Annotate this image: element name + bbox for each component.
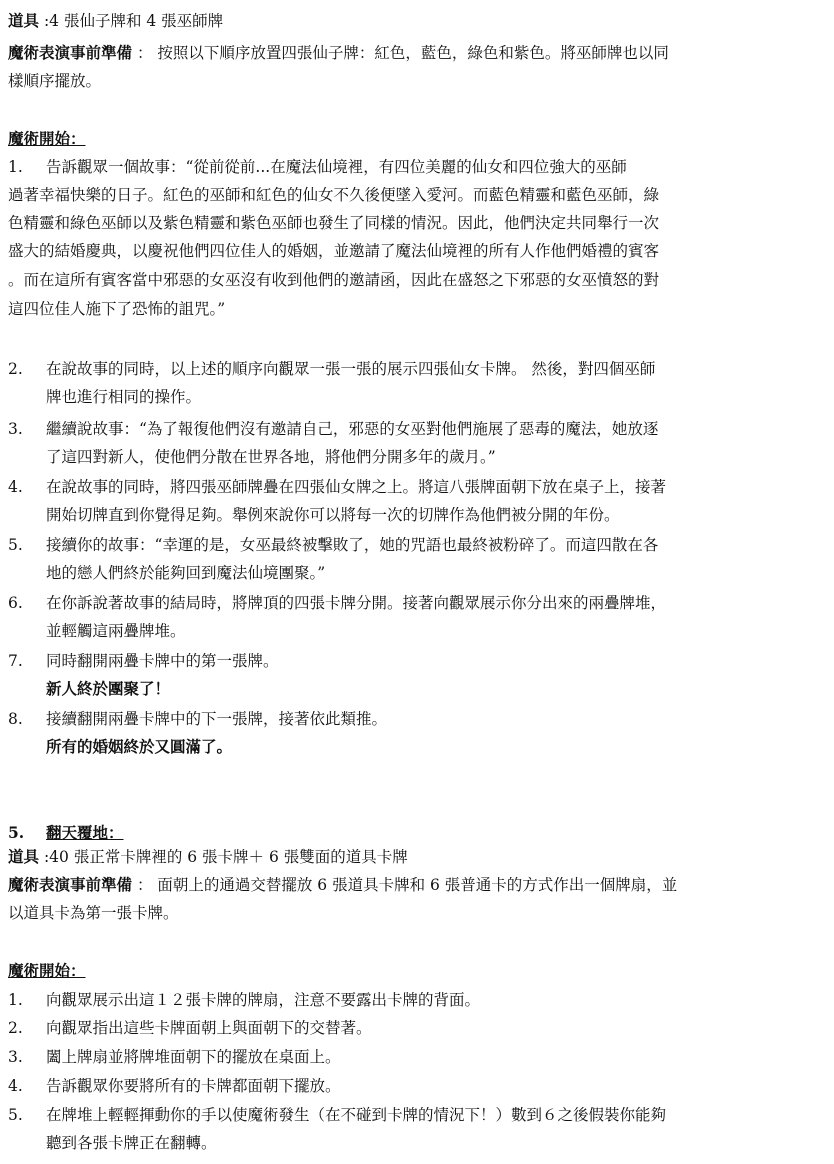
step-text: 同時翻開兩疊卡牌中的第一張牌。 [46,652,279,670]
props-text: :40 張正常卡牌裡的 6 張卡牌＋ 6 張雙面的道具卡牌 [39,848,408,866]
prep-line [8,874,677,896]
step-text: 開始切牌直到你覺得足夠。舉例來說你可以將每一次的切牌作為他們被分開的年份。 [46,506,620,524]
step-text: 牌也進行相同的操作。 [46,388,202,406]
props-label: 道具 [8,847,40,866]
step-text: 地的戀人們終於能夠回到魔法仙境團聚。” [46,564,326,582]
step-number: 3. [8,420,23,438]
magic-start-heading: 魔術開始： [8,961,86,980]
prep-line-2: 樣順序擺放。 [8,72,102,90]
step-text: 在說故事的同時，將四張巫師牌疊在四張仙女牌之上。將這八張牌面朝下放在桌子上，接著 [46,478,667,496]
step-text: 色精靈和綠色巫師以及紫色精靈和紫色巫師也發生了同樣的情況。因此，他們決定共同舉行一次 [8,214,660,232]
step-text: 闔上牌扇並將牌堆面朝下的擺放在桌面上。 [46,1048,341,1066]
props-text: :4 張仙子牌和 4 張巫師牌 [39,12,224,30]
step-text: 盛大的結婚慶典，以慶祝他們四位佳人的婚姻，並邀請了魔法仙境裡的所有人作他們婚禮的賓客 [8,242,660,260]
step-number: 2. [8,1019,23,1037]
props-label: 道具 [8,11,40,30]
step-text: 在說故事的同時，以上述的順序向觀眾一張一張的展示四張仙女卡牌。 然後，對四個巫師 [46,360,656,378]
step-text: 繼續說故事：“為了報復他們沒有邀請自己，邪惡的女巫對他們施展了惡毒的魔法，她放逐 [46,420,659,438]
step-text: 在你訴說著故事的結局時，將牌頂的四張卡牌分開。接著向觀眾展示你分出來的兩疊牌堆， [46,594,667,612]
section-heading: 翻天覆地： [46,823,124,842]
step-emphasis: 新人終於團聚了！ [46,679,171,698]
prep-line-2: 以道具卡為第一張卡牌。 [8,904,179,922]
step-text: 並輕觸這兩疊牌堆。 [46,622,186,640]
step-number: 5. [8,1106,23,1124]
step-text: 在牌堆上輕輕揮動你的手以使魔術發生（在不碰到卡牌的情況下！）數到６之後假裝你能夠 [46,1106,667,1124]
step-text: 聽到各張卡牌正在翻轉。 [46,1134,217,1152]
prep-text: ： 按照以下順序放置四張仙子牌：紅色，藍色，綠色和紫色。將巫師牌也以同 [132,44,669,62]
step-number: 1. [8,991,23,1009]
step-number: 5. [8,536,23,554]
step-emphasis: 所有的婚姻終於又圓滿了。 [46,737,233,756]
step-text: 告訴觀眾一個故事：“從前從前...在魔法仙境裡，有四位美麗的仙女和四位強大的巫師 [46,158,627,176]
props-line [8,10,223,32]
step-number: 6. [8,594,23,612]
step-text: 接續你的故事：“幸運的是，女巫最終被擊敗了，她的咒語也最終被粉碎了。而這四散在各 [46,536,659,554]
step-text: 了這四對新人，使他們分散在世界各地，將他們分開多年的歲月。” [46,448,496,466]
step-number: 1. [8,158,23,176]
section-number: 5. [8,823,25,842]
step-number: 4. [8,478,23,496]
step-text: 過著幸福快樂的日子。紅色的巫師和紅色的仙女不久後便墜入愛河。而藍色精靈和藍色巫師，綠 [8,186,660,204]
prep-label: 魔術表演事前準備 [8,43,133,62]
step-number: 3. [8,1048,23,1066]
step-number: 7. [8,652,23,670]
step-text: 向觀眾展示出這１２張卡牌的牌扇，注意不要露出卡牌的背面。 [46,991,481,1009]
prep-label: 魔術表演事前準備 [8,875,133,894]
step-text: 接續翻開兩疊卡牌中的下一張牌，接著依此類推。 [46,710,388,728]
step-text: 這四位佳人施下了恐怖的詛咒。” [8,300,226,318]
prep-line [8,42,669,64]
prep-text: ： 面朝上的通過交替擺放 6 張道具卡牌和 6 張普通卡的方式作出一個牌扇，並 [132,876,678,894]
props-line [8,846,408,868]
step-text: 。而在這所有賓客當中邪惡的女巫沒有收到他們的邀請函，因此在盛怒之下邪惡的女巫憤怒的對 [8,271,660,289]
magic-start-heading: 魔術開始： [8,129,86,148]
step-number: 4. [8,1077,23,1095]
step-text: 告訴觀眾你要將所有的卡牌都面朝下擺放。 [46,1077,341,1095]
step-text: 向觀眾指出這些卡牌面朝上與面朝下的交替著。 [46,1019,372,1037]
step-number: 2. [8,360,23,378]
step-number: 8. [8,710,23,728]
